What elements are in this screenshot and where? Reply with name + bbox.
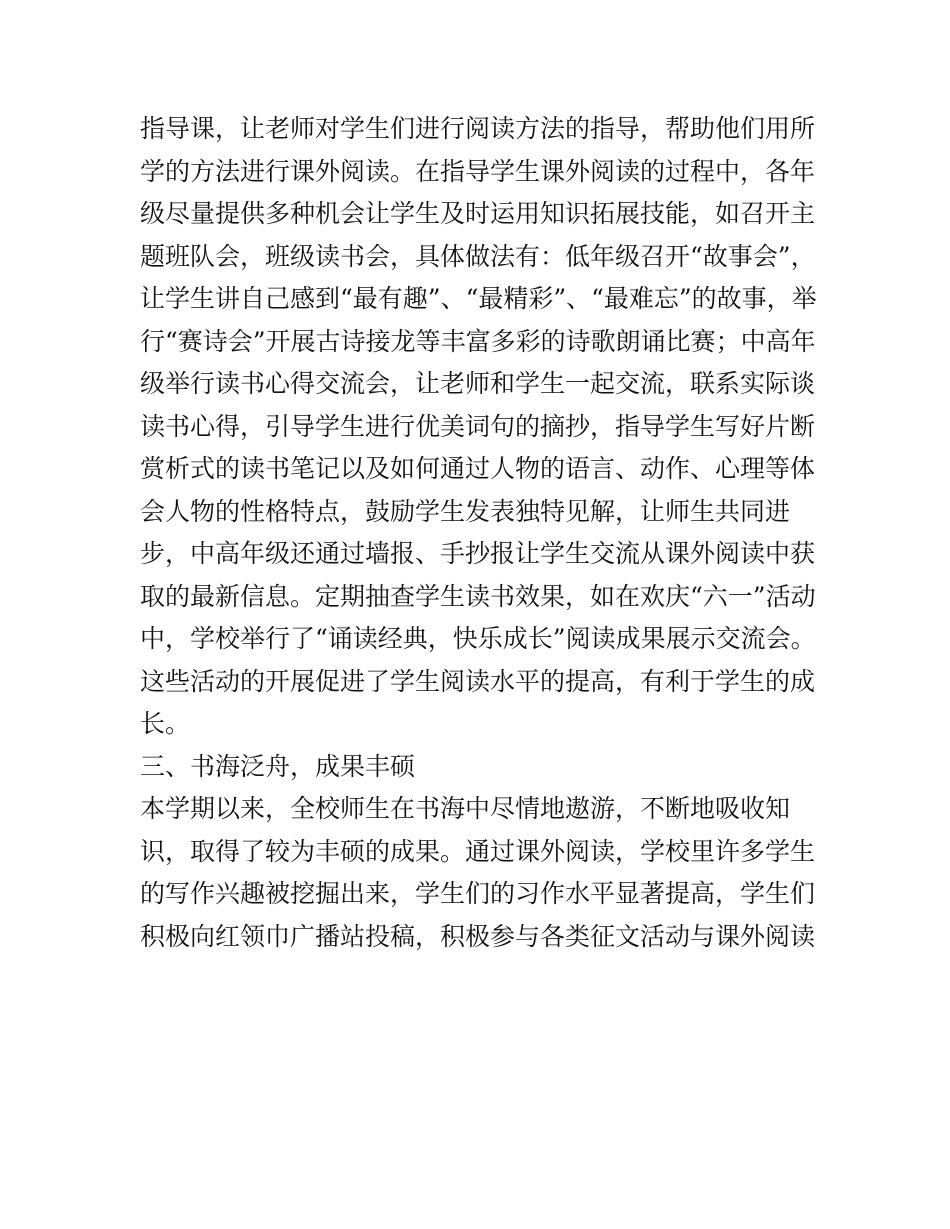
text-line: 题班队会，班级读书会，具体做法有：低年级召开“故事会”， — [140, 241, 816, 271]
text-line: 中，学校举行了“诵读经典，快乐成长”阅读成果展示交流会。 — [140, 624, 816, 653]
text-line: 级举行读书心得交流会，让老师和学生一起交流，联系实际谈 — [140, 369, 816, 398]
text-line: 赏析式的读书笔记以及如何通过人物的语言、动作、心理等体 — [140, 454, 816, 483]
body-text — [140, 108, 820, 958]
text-line: 学的方法进行课外阅读。在指导学生课外阅读的过程中，各年 — [140, 156, 816, 186]
text-line: 级尽量提供多种机会让学生及时运用知识拓展技能，如召开主 — [140, 199, 816, 228]
section-heading: 三、书海泛舟，成果丰硕 — [140, 751, 416, 781]
text-line: 积极向红领巾广播站投稿，积极参与各类征文活动与课外阅读 — [140, 921, 816, 951]
text-line: 取的最新信息。定期抽查学生读书效果，如在欢庆“六一”活动 — [140, 581, 816, 611]
text-line: 读书心得，引导学生进行优美词句的摘抄，指导学生写好片断 — [140, 411, 816, 441]
text-line: 让学生讲自己感到“最有趣”、“最精彩”、“最难忘”的故事，举 — [140, 284, 817, 313]
text-line: 会人物的性格特点，鼓励学生发表独特见解，让师生共同进 — [140, 496, 791, 526]
text-line: 识，取得了较为丰硕的成果。通过课外阅读，学校里许多学生 — [140, 836, 816, 866]
text-line: 长。 — [140, 709, 191, 738]
text-line: 行“赛诗会”开展古诗接龙等丰富多彩的诗歌朗诵比赛；中高年 — [140, 326, 816, 356]
text-line: 本学期以来，全校师生在书海中尽情地遨游，不断地吸收知 — [140, 794, 791, 823]
text-line: 指导课，让老师对学生们进行阅读方法的指导，帮助他们用所 — [140, 114, 816, 143]
text-line: 这些活动的开展促进了学生阅读水平的提高，有利于学生的成 — [140, 666, 816, 696]
text-line: 步，中高年级还通过墙报、手抄报让学生交流从课外阅读中获 — [140, 539, 816, 568]
text-line: 的写作兴趣被挖掘出来，学生们的习作水平显著提高，学生们 — [140, 879, 816, 908]
